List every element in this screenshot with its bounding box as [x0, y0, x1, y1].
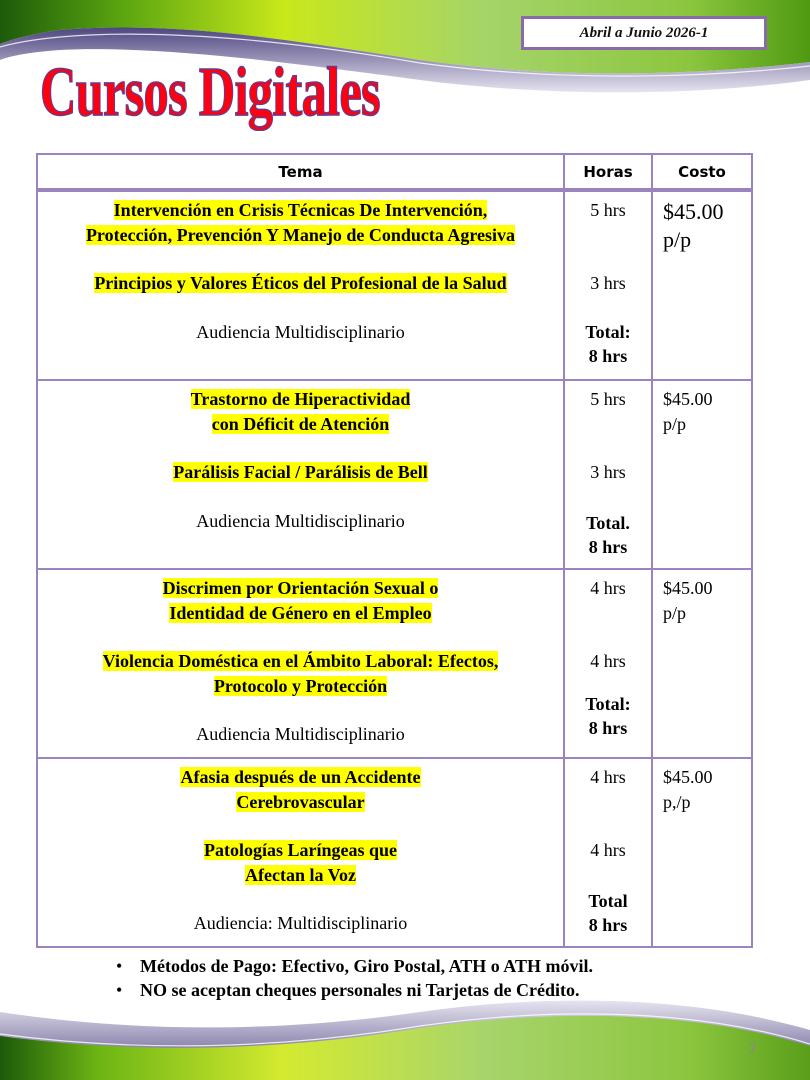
column-header-horas: Horas	[564, 154, 652, 190]
costo-cell	[652, 380, 752, 569]
total-hours: 8 hrs	[588, 915, 628, 935]
total-label: Total.	[586, 512, 630, 533]
table-row	[37, 569, 752, 758]
course-hours: 3 hrs	[590, 273, 626, 293]
cost-unit: p/p	[663, 227, 692, 252]
course-title: Intervención en Crisis Técnicas De Intervención, Protección, Prevención Y Manejo de Conducta Agresiva	[85, 200, 516, 245]
course-title: Trastorno de Hiperactividad con Déficit de Atención	[190, 389, 411, 434]
table-header-row	[37, 154, 752, 190]
audience-text: Audiencia Multidisciplinario	[196, 321, 405, 342]
total-hours: 8 hrs	[588, 537, 628, 557]
course-title: Afasia después de un Accidente Cerebrovascular	[180, 767, 421, 812]
total-label: Total:	[585, 693, 631, 714]
cost-value: $45.00	[663, 578, 713, 598]
tema-cell	[37, 190, 564, 380]
course-title: Patologías Laríngeas que Afectan la Voz	[203, 840, 397, 885]
course-title: Principios y Valores Éticos del Profesional de la Salud	[94, 273, 507, 293]
cost-value: $45.00	[663, 767, 713, 787]
tema-cell	[37, 569, 564, 758]
course-hours: 4 hrs	[590, 767, 626, 787]
total-hours: 8 hrs	[588, 346, 628, 366]
table-row	[37, 758, 752, 947]
period-label	[521, 16, 767, 50]
courses-table	[36, 153, 753, 948]
horas-cell	[564, 569, 652, 758]
note-payment-methods: • Métodos de Pago: Efectivo, Giro Postal, ATH o ATH móvil.	[116, 954, 593, 978]
costo-cell	[652, 569, 752, 758]
footer-swoosh-decoration	[0, 990, 810, 1080]
course-hours: 4 hrs	[590, 578, 626, 598]
horas-cell	[564, 380, 652, 569]
column-header-tema: Tema	[37, 154, 564, 190]
cost-unit: p,/p	[663, 791, 691, 812]
costo-cell	[652, 190, 752, 380]
horas-cell	[564, 758, 652, 947]
course-hours: 5 hrs	[590, 200, 626, 220]
costo-cell	[652, 758, 752, 947]
course-title: Parálisis Facial / Parálisis de Bell	[173, 462, 428, 482]
course-hours: 4 hrs	[590, 651, 626, 671]
cost-value: $45.00	[663, 199, 724, 224]
audience-text: Audiencia Multidisciplinario	[196, 510, 405, 531]
table-row	[37, 380, 752, 569]
audience-text: Audiencia: Multidisciplinario	[193, 913, 408, 933]
cost-value: $45.00	[663, 389, 713, 409]
horas-cell	[564, 190, 652, 380]
course-hours: 3 hrs	[590, 462, 626, 482]
course-hours: 4 hrs	[590, 840, 626, 860]
course-hours: 5 hrs	[590, 389, 626, 409]
cost-unit: p/p	[663, 602, 687, 623]
total-hours: 8 hrs	[588, 718, 628, 738]
period-text: Abril a Junio 2026-1	[579, 24, 709, 41]
total-label: Total:	[585, 321, 631, 342]
table-row	[37, 190, 752, 380]
total-label: Total	[588, 890, 628, 911]
course-title: Discrimen por Orientación Sexual o Identidad de Género en el Empleo	[162, 578, 439, 623]
column-header-costo: Costo	[652, 154, 752, 190]
cost-unit: p/p	[663, 413, 687, 434]
note-not-accepted: • NO se aceptan cheques personales ni Tarjetas de Crédito.	[116, 978, 593, 1002]
page-number: 7	[748, 1042, 757, 1058]
tema-cell	[37, 380, 564, 569]
course-title: Violencia Doméstica en el Ámbito Laboral: Efectos, Protocolo y Protección	[102, 651, 499, 696]
page-title: Cursos Digitales	[40, 54, 380, 131]
tema-cell	[37, 758, 564, 947]
audience-text: Audiencia Multidisciplinario	[196, 724, 405, 744]
